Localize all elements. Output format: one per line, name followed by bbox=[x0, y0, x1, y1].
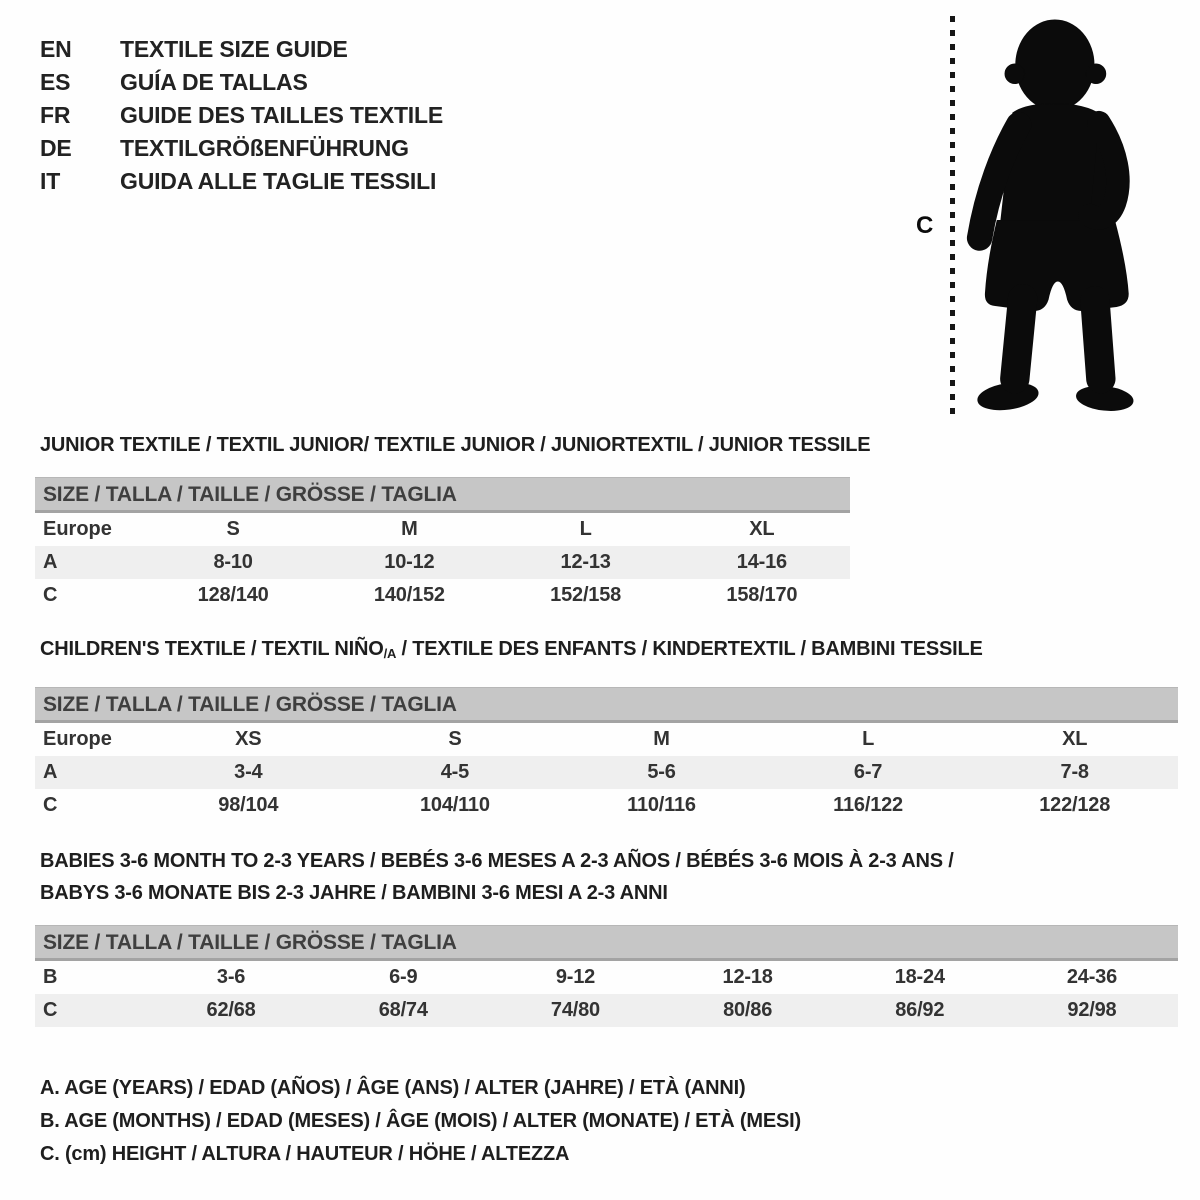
size-value-cell: 104/110 bbox=[419, 794, 490, 816]
size-value-cell: 110/116 bbox=[627, 794, 696, 816]
size-value-cell: 3-6 bbox=[216, 966, 246, 988]
language-row-de bbox=[40, 132, 443, 165]
language-code: IT bbox=[40, 168, 61, 194]
size-value-cell: S bbox=[448, 728, 462, 750]
row-label: C bbox=[43, 584, 58, 606]
language-title: GUIDA ALLE TAGLIE TESSILI bbox=[120, 168, 437, 194]
babies-size-table bbox=[35, 925, 1178, 1027]
language-title: TEXTILE SIZE GUIDE bbox=[120, 36, 348, 62]
babies-section-title-line1: BABIES 3-6 MONTH TO 2-3 YEARS / BEBÉS 3-6 MESES A 2-3 AÑOS / BÉBÉS 3-6 MOIS À 2-3 ANS / bbox=[40, 850, 954, 872]
language-title: GUÍA DE TALLAS bbox=[120, 69, 308, 95]
size-table-row-europe bbox=[35, 513, 850, 546]
size-value-cell: 80/86 bbox=[723, 999, 773, 1021]
size-value-cell: 7-8 bbox=[1060, 761, 1089, 783]
size-value-cell: 18-24 bbox=[894, 966, 945, 988]
size-value-cell: XL bbox=[1062, 728, 1088, 750]
size-value-cell: 92/98 bbox=[1067, 999, 1117, 1021]
size-value-cell: 122/128 bbox=[1039, 794, 1111, 816]
size-value-cell: 62/68 bbox=[206, 999, 256, 1021]
measurement-legend bbox=[40, 1072, 801, 1171]
size-value-cell: 140/152 bbox=[373, 584, 445, 606]
row-label: C bbox=[43, 794, 58, 816]
size-value-cell: 9-12 bbox=[555, 966, 596, 988]
children-title-text-end: / TEXTILE DES ENFANTS / KINDERTEXTIL / BAMBINI TESSILE bbox=[396, 638, 983, 660]
size-value-cell: 14-16 bbox=[736, 551, 787, 573]
size-table-row-c bbox=[35, 994, 1178, 1027]
size-value-cell: 5-6 bbox=[647, 761, 676, 783]
size-value-cell: 3-4 bbox=[234, 761, 263, 783]
size-value-cell: XL bbox=[749, 518, 775, 540]
size-value-cell: XS bbox=[235, 728, 262, 750]
language-row-es bbox=[40, 66, 443, 99]
size-value-cell: 74/80 bbox=[550, 999, 600, 1021]
row-label: C bbox=[43, 999, 58, 1021]
size-value-cell: 4-5 bbox=[440, 761, 470, 783]
size-value-cell: 128/140 bbox=[197, 584, 269, 606]
language-row-en bbox=[40, 33, 443, 66]
baby-silhouette-icon bbox=[962, 12, 1138, 424]
row-label: B bbox=[43, 966, 58, 988]
size-value-cell: 68/74 bbox=[378, 999, 428, 1021]
size-value-cell: 12-13 bbox=[560, 551, 611, 573]
size-value-cell: 116/122 bbox=[833, 794, 903, 816]
size-value-cell: 12-18 bbox=[722, 966, 773, 988]
size-table-row-c bbox=[35, 579, 850, 612]
legend-line-age-months: B. AGE (MONTHS) / EDAD (MESES) / ÂGE (MOIS) / ALTER (MONATE) / ETÀ (MESI) bbox=[40, 1110, 801, 1132]
babies-size-header-bar: SIZE / TALLA / TAILLE / GRÖSSE / TAGLIA bbox=[35, 925, 1178, 961]
size-value-cell: M bbox=[653, 728, 670, 750]
language-title: TEXTILGRÖßENFÜHRUNG bbox=[120, 135, 409, 161]
size-table-row-a bbox=[35, 756, 1178, 789]
legend-line-age-years: A. AGE (YEARS) / EDAD (AÑOS) / ÂGE (ANS) / ALTER (JAHRE) / ETÀ (ANNI) bbox=[40, 1077, 746, 1099]
children-title-subscript: /A bbox=[383, 646, 397, 661]
size-value-cell: L bbox=[579, 518, 592, 540]
size-value-cell: M bbox=[401, 518, 418, 540]
size-value-cell: 24-36 bbox=[1066, 966, 1118, 988]
children-size-header-bar: SIZE / TALLA / TAILLE / GRÖSSE / TAGLIA bbox=[35, 687, 1178, 723]
size-value-cell: 86/92 bbox=[895, 999, 945, 1021]
language-code: DE bbox=[40, 135, 72, 161]
size-table-row-a bbox=[35, 546, 850, 579]
junior-size-table bbox=[35, 477, 850, 612]
height-measure-dashed-line bbox=[950, 16, 955, 418]
size-value-cell: 8-10 bbox=[213, 551, 253, 573]
size-value-cell: 158/170 bbox=[726, 584, 798, 606]
height-figure bbox=[890, 0, 1200, 440]
language-row-it bbox=[40, 165, 443, 198]
size-value-cell: 10-12 bbox=[384, 551, 435, 573]
size-value-cell: 98/104 bbox=[218, 794, 279, 816]
row-label: Europe bbox=[43, 518, 112, 540]
size-value-cell: 6-9 bbox=[389, 966, 418, 988]
language-title: GUIDE DES TAILLES TEXTILE bbox=[120, 102, 443, 128]
language-code: FR bbox=[40, 102, 71, 128]
height-measure-label: C bbox=[916, 212, 934, 239]
language-code: EN bbox=[40, 36, 72, 62]
size-table-row-europe bbox=[35, 723, 1178, 756]
size-value-cell: 6-7 bbox=[853, 761, 883, 783]
size-value-cell: S bbox=[226, 518, 240, 540]
children-section-title bbox=[40, 638, 983, 661]
junior-size-header-bar: SIZE / TALLA / TAILLE / GRÖSSE / TAGLIA bbox=[35, 477, 850, 513]
row-label: A bbox=[43, 761, 58, 783]
size-table-row-c bbox=[35, 789, 1178, 822]
language-code: ES bbox=[40, 69, 71, 95]
size-table-row-b bbox=[35, 961, 1178, 994]
row-label: Europe bbox=[43, 728, 112, 750]
legend-line-height: C. (cm) HEIGHT / ALTURA / HAUTEUR / HÖHE / ALTEZZA bbox=[40, 1143, 570, 1165]
junior-section-title: JUNIOR TEXTILE / TEXTIL JUNIOR/ TEXTILE JUNIOR / JUNIORTEXTIL / JUNIOR TESSILE bbox=[40, 434, 871, 456]
size-value-cell: 152/158 bbox=[550, 584, 622, 606]
children-title-text: CHILDREN'S TEXTILE / TEXTIL NIÑO bbox=[40, 638, 384, 660]
language-title-list bbox=[40, 33, 443, 198]
children-size-table bbox=[35, 687, 1178, 822]
babies-section-title-line2: BABYS 3-6 MONATE BIS 2-3 JAHRE / BAMBINI 3-6 MESI A 2-3 ANNI bbox=[40, 882, 668, 904]
size-value-cell: L bbox=[862, 728, 875, 750]
language-row-fr bbox=[40, 99, 443, 132]
row-label: A bbox=[43, 551, 58, 573]
